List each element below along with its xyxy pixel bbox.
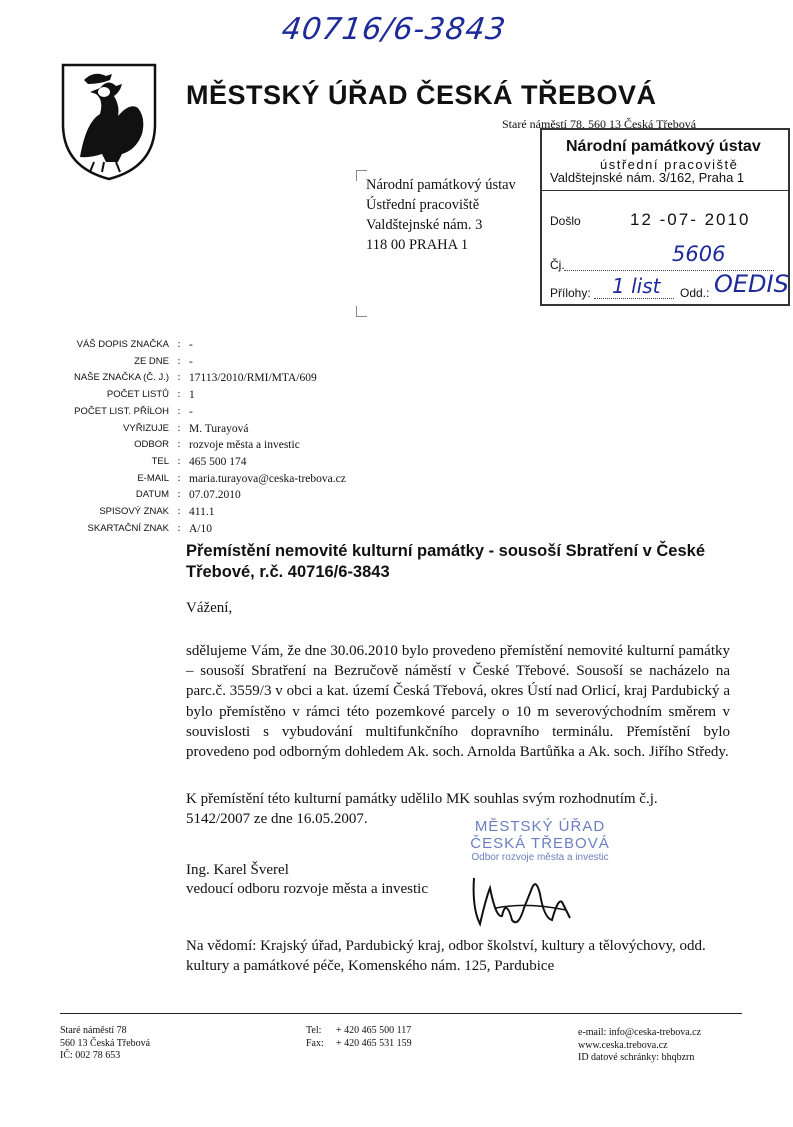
received-stamp bbox=[540, 128, 790, 306]
stamp-address: Valdštejnské nám. 3/162, Praha 1 bbox=[550, 170, 745, 185]
footer-line: IČ: 002 78 653 bbox=[60, 1050, 121, 1061]
office-stamp-line: Odbor rozvoje města a investic bbox=[471, 852, 609, 863]
letter-subject: Přemístění nemovité kulturní památky - sousoší Sbratření v České Třebové, r.č. 40716/6-3843 bbox=[186, 542, 706, 581]
footer-email: e-mail: info@ceska-trebova.cz bbox=[578, 1027, 702, 1038]
town-crest-icon bbox=[60, 62, 158, 182]
meta-row bbox=[30, 421, 346, 438]
meta-row bbox=[30, 370, 346, 387]
footer-databox: ID datové schránky: bhqbzrn bbox=[578, 1052, 695, 1063]
handwritten-reference-number: 40716/6-3843 bbox=[279, 12, 509, 47]
meta-label: E-MAIL bbox=[137, 472, 169, 484]
stamp-dotted-line bbox=[594, 298, 674, 299]
office-stamp-line: ČESKÁ TŘEBOVÁ bbox=[470, 835, 610, 852]
meta-value: rozvoje města a investic bbox=[189, 439, 300, 452]
stamp-divider bbox=[542, 190, 788, 191]
footer-line: 560 13 Česká Třebová bbox=[60, 1037, 151, 1049]
stamp-attachments-label: Přílohy: bbox=[550, 286, 591, 300]
footer-fax-label: Fax: bbox=[306, 1037, 324, 1049]
meta-row bbox=[30, 487, 346, 504]
meta-separator: : bbox=[177, 439, 181, 451]
meta-separator: : bbox=[177, 455, 181, 467]
organization-title: MĚSTSKÝ ÚŘAD ČESKÁ TŘEBOVÁ bbox=[186, 80, 657, 110]
stamp-institution: Národní památkový ústav bbox=[566, 138, 761, 155]
recipient-line: Valdštejnské nám. 3 bbox=[366, 217, 483, 233]
meta-separator: : bbox=[177, 489, 181, 501]
office-stamp bbox=[450, 818, 630, 863]
meta-label: DATUM bbox=[135, 489, 169, 501]
recipient-address bbox=[366, 175, 516, 255]
meta-label: SPISOVÝ ZNAK bbox=[99, 506, 169, 518]
meta-separator: : bbox=[177, 405, 181, 417]
meta-separator: : bbox=[177, 355, 181, 367]
letter-metadata bbox=[30, 337, 346, 537]
organization-address: Staré náměstí 78, 560 13 Česká Třebová bbox=[502, 117, 697, 131]
signer-name: Ing. Karel Šverel bbox=[186, 862, 289, 878]
stamp-department: ústřední pracoviště bbox=[600, 157, 739, 172]
footer-line: Staré náměstí 78 bbox=[60, 1025, 127, 1036]
meta-value: 465 500 174 bbox=[189, 455, 247, 468]
carbon-copy-note: Na vědomí: Krajský úřad, Pardubický kraj, odbor školství, kultury a tělovýchovy, odd. kultury a památkové péče, Komenského nám. 125, Pardubice bbox=[186, 938, 706, 974]
meta-separator: : bbox=[177, 372, 181, 384]
meta-value: maria.turayova@ceska-trebova.cz bbox=[189, 472, 346, 485]
recipient-line: Národní památkový ústav bbox=[366, 177, 516, 193]
meta-row bbox=[30, 521, 346, 538]
stamp-department-value: OEDIS bbox=[714, 270, 789, 298]
meta-separator: : bbox=[177, 339, 181, 350]
office-stamp-line: MĚSTSKÝ ÚŘAD bbox=[474, 818, 606, 835]
stamp-reference-label: Čj. bbox=[550, 258, 565, 272]
footer-fax: + 420 465 531 159 bbox=[336, 1037, 412, 1049]
meta-label: TEL bbox=[151, 455, 169, 467]
footer-tel-row bbox=[306, 1025, 412, 1038]
stamp-received-date: 12 -07- 2010 bbox=[630, 210, 751, 229]
address-window-corner bbox=[356, 306, 367, 317]
meta-separator: : bbox=[177, 472, 181, 484]
meta-row bbox=[30, 437, 346, 454]
meta-row bbox=[30, 387, 346, 404]
meta-label: ODBOR bbox=[134, 439, 169, 451]
meta-separator: : bbox=[177, 389, 181, 401]
footer-divider bbox=[60, 1013, 742, 1014]
meta-label: VYŘIZUJE bbox=[123, 422, 169, 434]
meta-value: M. Turayová bbox=[189, 422, 249, 435]
meta-row bbox=[30, 504, 346, 521]
meta-separator: : bbox=[177, 506, 181, 518]
meta-value: 1 bbox=[189, 389, 195, 402]
footer-fax-row bbox=[306, 1038, 412, 1051]
footer-contact-online bbox=[578, 1027, 701, 1065]
salutation: Vážení, bbox=[186, 600, 233, 616]
meta-value: - bbox=[189, 339, 193, 351]
body-paragraph: sdělujeme Vám, že dne 30.06.2010 bylo provedeno přemístění nemovité kulturní památky – sousoší Sbratření na Bezručově náměstí v České Třebové. Sousoší se nacházelo na parc.č. 3559/3 v obci a kat. území Česká Třebová, okres Ústí nad Orlicí, kraj Pardubický a bylo přemístěno v rámci této pozemkové parcely o 10 m severovýchodním směrem v souvislosti s vybudování multifunkčního dopravního terminálu. Přemístění bylo provedeno pod odborným dohledem Ak. soch. Arnolda Bartůňka a Ak. soch. Jiřího Středy. bbox=[186, 643, 730, 761]
meta-value: - bbox=[189, 355, 193, 368]
meta-row bbox=[30, 404, 346, 421]
footer-web: www.ceska.trebova.cz bbox=[578, 1039, 668, 1051]
meta-label: NAŠE ZNAČKA (Č. J.) bbox=[73, 372, 169, 384]
meta-row bbox=[30, 337, 346, 354]
recipient-line: 118 00 PRAHA 1 bbox=[366, 237, 469, 253]
meta-value: - bbox=[189, 405, 193, 418]
recipient-line: Ústřední pracoviště bbox=[366, 197, 480, 213]
stamp-reference-value: 5606 bbox=[672, 242, 726, 266]
footer-contact-phone bbox=[306, 1025, 412, 1050]
meta-value: 17113/2010/RMI/MTA/609 bbox=[189, 372, 317, 385]
meta-row bbox=[30, 354, 346, 371]
meta-value: 07.07.2010 bbox=[189, 489, 241, 502]
stamp-received-label: Došlo bbox=[550, 214, 581, 228]
meta-label: POČET LIST. PŘÍLOH bbox=[74, 405, 169, 417]
meta-label: POČET LISTŮ bbox=[106, 389, 169, 401]
meta-label: ZE DNE bbox=[134, 355, 169, 367]
footer-address bbox=[60, 1025, 150, 1063]
footer-tel: + 420 465 500 117 bbox=[336, 1025, 412, 1036]
meta-label: VÁŠ DOPIS ZNAČKA bbox=[76, 339, 169, 350]
meta-value: A/10 bbox=[189, 522, 212, 535]
meta-row bbox=[30, 471, 346, 488]
meta-label: SKARTAČNÍ ZNAK bbox=[87, 522, 169, 534]
body-paragraph: K přemístění této kulturní památky udělilo MK souhlas svým rozhodnutím č.j. 5142/2007 ze dne 16.05.2007. bbox=[186, 791, 658, 827]
meta-row bbox=[30, 454, 346, 471]
stamp-attachments-value: 1 list bbox=[612, 274, 661, 298]
signer-title: vedoucí odboru rozvoje města a investic bbox=[186, 881, 429, 897]
meta-separator: : bbox=[177, 522, 181, 534]
stamp-department-label: Odd.: bbox=[680, 286, 710, 300]
meta-separator: : bbox=[177, 422, 181, 434]
meta-value: 411.1 bbox=[189, 506, 215, 519]
footer-tel-label: Tel: bbox=[306, 1025, 322, 1036]
handwritten-signature bbox=[466, 858, 576, 938]
